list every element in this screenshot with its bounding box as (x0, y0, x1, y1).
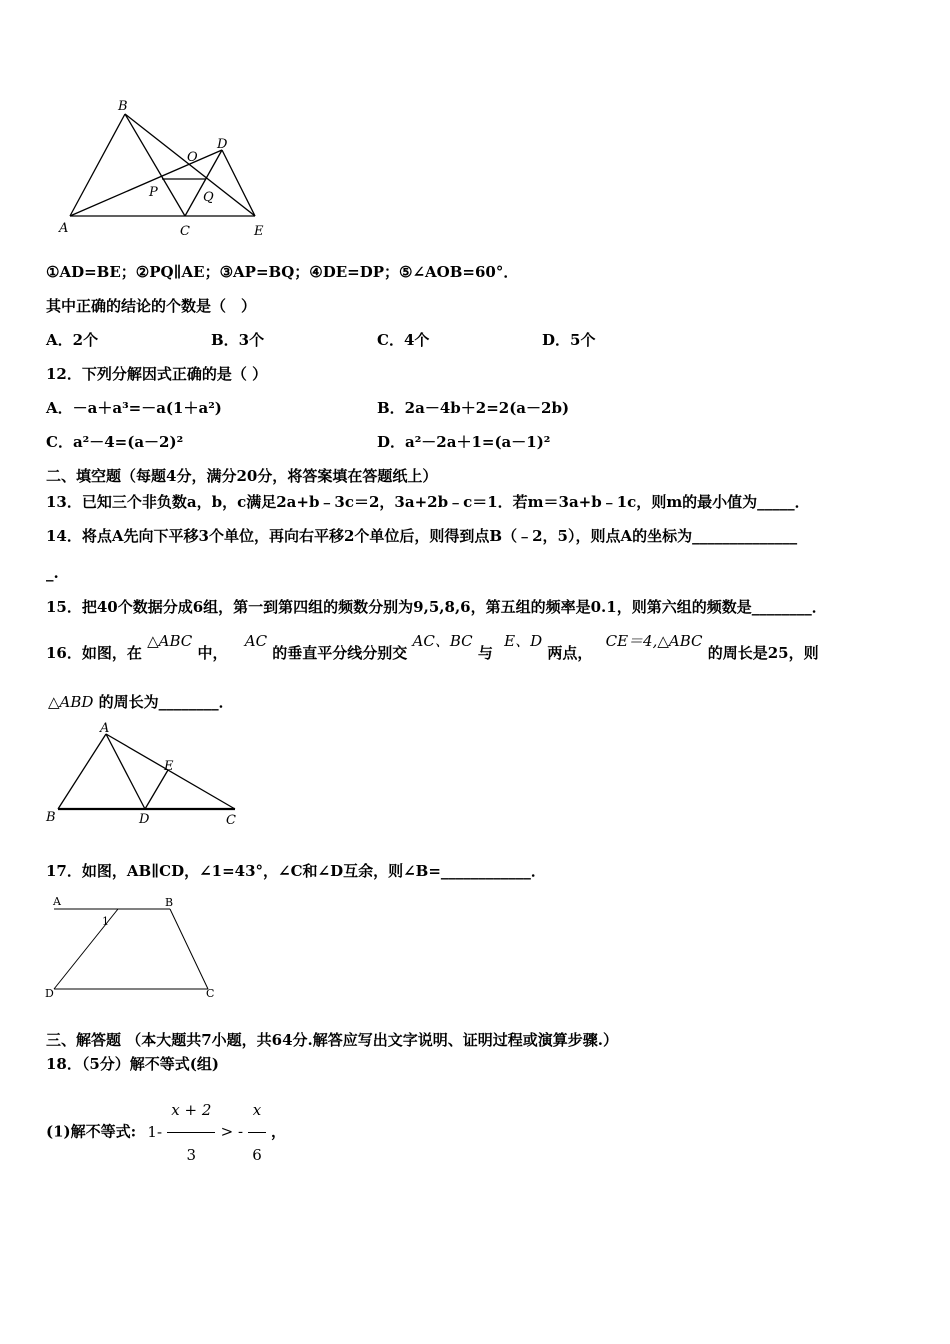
q12-option-c: C．a²－4=(a－2)² (46, 433, 184, 451)
q18-fraction-2 (248, 1088, 266, 1177)
q16-math-e-d: E、D (504, 632, 543, 650)
q16-line2 (46, 692, 234, 712)
q12-stem: 12．下列分解因式正确的是（ ） (46, 365, 268, 383)
q11-option-a: A．2个 (46, 331, 99, 349)
q16-text-2: 中， (197, 644, 228, 662)
q14-line2: _. (46, 564, 59, 582)
q18-tail: ， (271, 1122, 287, 1141)
fig3-label-A: A (53, 895, 61, 908)
q16-text-1: 16．如图，在 (46, 644, 142, 662)
section-3-heading: 三、解答题 （本大题共7小题，共64分.解答应写出文字说明、证明过程或演算步骤.） (46, 1031, 618, 1049)
q16-text-7: 的周长为________． (98, 693, 234, 711)
fig1-label-O: O (187, 150, 198, 165)
fig1-label-Q: Q (203, 190, 214, 205)
q18-stem: 18．（5分）解不等式(组) (46, 1055, 220, 1073)
q16-text-6: 的周长是25，则 (707, 644, 819, 662)
q16-text-3: 的垂直平分线分别交 (272, 644, 408, 662)
q18-part1-label: (1)解不等式: (46, 1122, 137, 1141)
q16-math-ce: CE＝4,△ABC (605, 632, 703, 650)
q16-math-ac: AC (244, 632, 268, 650)
q11-option-c: C．4个 (377, 331, 430, 349)
fig2-label-A: A (100, 721, 110, 736)
q12-option-b: B．2a－4b＋2=2(a－2b) (377, 399, 570, 417)
section-2-heading: 二、填空题（每题4分，满分20分，将答案填在答题纸上） (46, 467, 438, 485)
q17: 17．如图，AB∥CD，∠1=43°，∠C和∠D互余，则∠B=____________． (46, 862, 546, 880)
q18-fraction-2-numerator: x (248, 1088, 266, 1133)
q18-fraction-2-denominator: 6 (252, 1146, 262, 1164)
q16-line1 (46, 632, 819, 663)
fig1-label-P: P (149, 185, 158, 200)
q16-math-abc: △ABC (147, 632, 193, 650)
q11-statements: ①AD=BE；②PQ∥AE；③AP=BQ；④DE=DP；⑤∠AOB=60°． (46, 263, 519, 281)
q16-text-5: 两点， (547, 644, 593, 662)
q14-line1: 14．将点A先向下平移3个单位，再向右平移2个单位后，则得到点B（﹣2，5），则点A的坐标为______________ (46, 527, 798, 545)
q11-option-b: B．3个 (211, 331, 265, 349)
fig3-label-D: D (45, 987, 54, 1000)
fig2-label-D: D (139, 812, 150, 827)
q12-option-a: A．－a＋a³=－a(1＋a²) (46, 399, 222, 417)
fig3-label-B: B (165, 896, 174, 909)
q18-part1 (46, 1088, 286, 1177)
fig2-label-B: B (46, 810, 56, 825)
fig3-label-angle-1: 1 (102, 915, 109, 928)
q16-math-ac-bc: AC、BC (412, 632, 473, 650)
fig1-label-C: C (180, 224, 190, 239)
q16-text-4: 与 (477, 644, 493, 662)
fig1-label-B: B (118, 99, 128, 114)
q18-fraction-1-numerator: x + 2 (167, 1088, 215, 1133)
q15: 15．把40个数据分成6组，第一到第四组的频数分别为9,5,8,6，第五组的频率是0.1，则第六组的频数是________． (46, 598, 827, 616)
q16-math-abd: △ABD (48, 693, 94, 711)
fig3-label-C: C (206, 987, 215, 1000)
figure-trapezoid (44, 893, 224, 1005)
q18-fraction-1-denominator: 3 (186, 1146, 197, 1164)
q11-option-d: D．5个 (542, 331, 596, 349)
figure-triangle-perpendicular-bisector (42, 720, 252, 830)
q18-lhs: 1- (147, 1122, 163, 1141)
q13: 13．已知三个非负数a，b，c满足2a+b﹣3c＝2，3a+2b﹣c＝1．若m＝3a+b﹣1c，则m的最小值为_____． (46, 493, 810, 511)
fig1-label-D: D (217, 137, 228, 152)
q18-fraction-1 (167, 1088, 215, 1177)
fig1-label-A: A (59, 221, 69, 236)
fig1-label-E: E (254, 224, 264, 239)
q11-question: 其中正确的结论的个数是（ ） (46, 297, 257, 315)
q18-operator: > - (220, 1122, 244, 1141)
fig2-label-C: C (226, 813, 236, 828)
fig2-label-E: E (164, 759, 174, 774)
figure-equilateral-triangles (50, 95, 280, 245)
q12-option-d: D．a²－2a＋1=(a－1)² (377, 433, 551, 451)
